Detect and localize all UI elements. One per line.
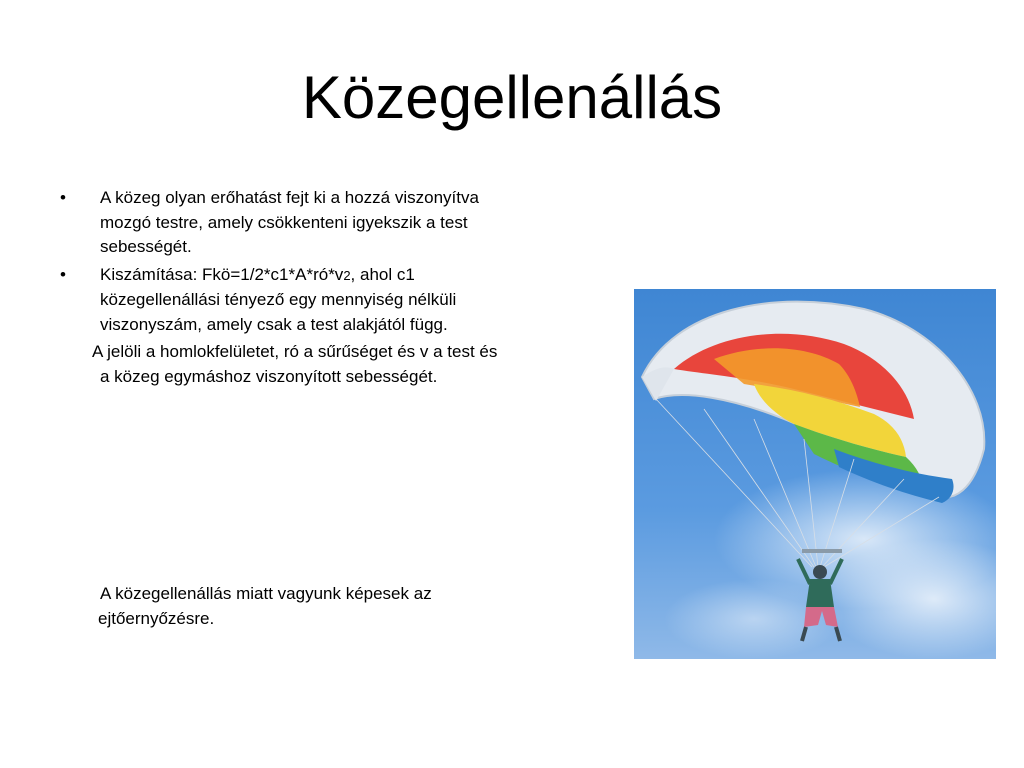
bullet-item [58,263,508,338]
formula-exponent: 2 [343,267,351,283]
formula-explanation: , ahol c1 közegellenállási tényező egy mennyiség nélküli viszonyszám, amely csak a test alakjától függ. [100,264,457,334]
slide-body [58,186,508,389]
note-text: A jelöli a homlokfelületet, ró a sűrűséget és v a test és a közeg egymáshoz viszonyított sebességét. [92,342,498,386]
formula-text: Kiszámítása: Fkö=1/2*c1*A*ró*v [100,264,344,284]
footer-note: A közegellenállás miatt vagyunk képesek az ejtőernyőzésre. [98,584,432,628]
paraglider-image [634,289,996,659]
bullet-mark: • [60,188,66,207]
slide-title: Közegellenállás [301,64,723,131]
bullet-mark: • [60,264,66,284]
bullet-text: A közeg olyan erőhatást fejt ki a hozzá viszonyítva mozgó testre, amely csökkenteni igyekszik a test sebességét. [100,188,479,256]
bullet-item [58,186,508,260]
paraglider-illustration [634,289,996,659]
